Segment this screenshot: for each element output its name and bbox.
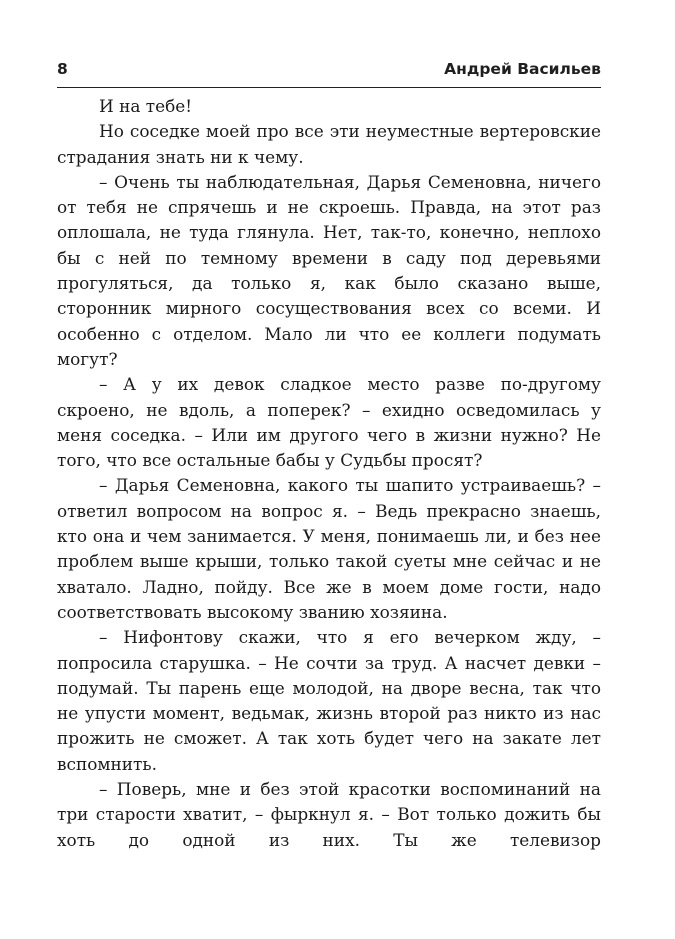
page-number: 8 (57, 60, 68, 78)
paragraph: – Поверь, мне и без этой красотки воспоминаний на три старости хватит, – фыркнул я. – Вот только дожить бы хоть до одной из них. Ты же телевизор (57, 779, 601, 850)
paragraph: И на тебе! (99, 96, 193, 116)
paragraph: – Дарья Семеновна, какого ты шапито устраиваешь? – ответил вопросом на вопрос я. – Ведь прекрасно знаешь, кто она и чем занимается. У меня, понимаешь ли, и без нее проблем выше крыши, только такой суеты мне сейчас и не хватало. Ладно, пойду. Все же в моем доме гости, надо соответствовать высокому званию хозяина. (57, 475, 601, 622)
paragraph: – Очень ты наблюдательная, Дарья Семеновна, ничего от тебя не спрячешь и не скроешь. Правда, на этот раз оплошала, не туда глянула. Нет, так-то, конечно, неплохо бы с ней по темному времени в саду под деревьями прогуляться, да только я, как было сказано выше, сторонник мирного сосуществования всех со всеми. И особенно с отделом. Мало ли что ее коллеги подумать могут? (57, 171, 601, 369)
paragraph: – Нифонтову скажи, что я его вечерком жду, – попросила старушка. – Не сочти за труд. А насчет девки – подумай. Ты парень еще молодой, на дворе весна, так что не упусти момент, ведьмак, жизнь второй раз никто из нас прожить не сможет. А так хоть будет чего на закате лет вспомнить. (57, 627, 601, 774)
text-body (57, 94, 601, 853)
header-rule (57, 87, 601, 88)
paragraph: Но соседке моей про все эти неуместные вертеровские страдания знать ни к чему. (57, 121, 601, 167)
running-head (57, 58, 601, 86)
header-author: Андрей Васильев (444, 60, 601, 78)
paragraph: – А у их девок сладкое место разве по-другому скроено, не вдоль, а поперек? – ехидно осведомилась у меня соседка. – Или им другого чего в жизни нужно? Не того, что все остальные бабы у Судьбы просят? (57, 374, 601, 471)
